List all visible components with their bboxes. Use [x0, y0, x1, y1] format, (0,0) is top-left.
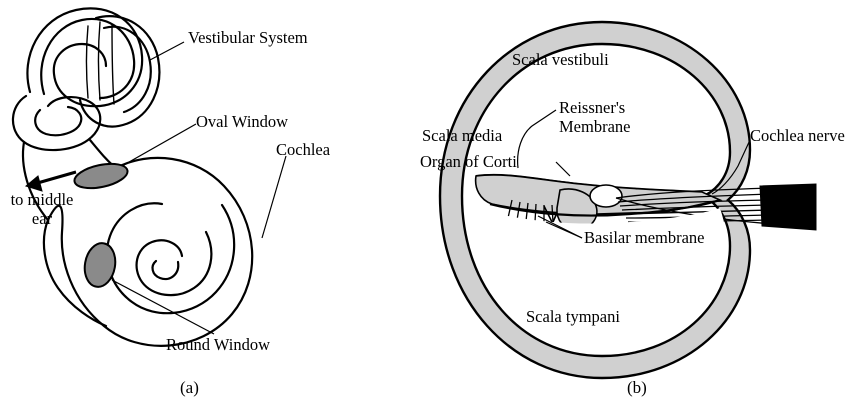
oval-window-shape: [72, 160, 129, 193]
label-scala-media: Scala media: [422, 126, 503, 145]
semicircular-canal-lateral: [13, 96, 100, 150]
panel-a-leader-lines: [112, 42, 289, 334]
cochlea-apex: [153, 261, 179, 279]
leader-round-window: [112, 280, 214, 334]
label-scala-tympani: Scala tympani: [526, 307, 620, 326]
cochlea-turn-2: [107, 203, 234, 313]
panel-a-inner-ear-overview: [0, 0, 420, 413]
leader-oval-window: [122, 124, 196, 166]
label-round-window: Round Window: [166, 335, 270, 354]
panel-b-drawing: [420, 0, 850, 413]
label-vestibular-system: Vestibular System: [188, 28, 308, 47]
caption-panel-a: (a): [180, 378, 199, 397]
panel-b-cochlea-cross-section: [420, 0, 850, 413]
label-reissners-membrane: [559, 98, 669, 136]
label-to-middle-ear: [2, 190, 82, 228]
semicircular-canal-posterior: [80, 16, 159, 126]
label-cochlea: Cochlea: [276, 140, 331, 159]
label-cochlea-nerve: Cochlea nerve: [750, 126, 845, 145]
label-organ-of-corti: Organ of Corti: [420, 152, 517, 171]
label-basilar-membrane: Basilar membrane: [584, 228, 705, 247]
round-window-shape: [81, 241, 118, 290]
label-reissners-line2: Membrane: [559, 117, 631, 136]
label-scala-vestibuli: Scala vestibuli: [512, 50, 609, 69]
cochlea-turn-3: [137, 232, 212, 295]
label-oval-window: Oval Window: [196, 112, 289, 131]
leader-cochlea: [262, 156, 286, 238]
to-middle-ear-arrow: [26, 172, 76, 191]
label-reissners-line1: Reissner's: [559, 98, 626, 117]
caption-panel-b: (b): [627, 378, 647, 397]
label-to-middle-ear-line2: ear: [31, 209, 53, 228]
label-to-middle-ear-line1: to middle: [10, 190, 74, 209]
